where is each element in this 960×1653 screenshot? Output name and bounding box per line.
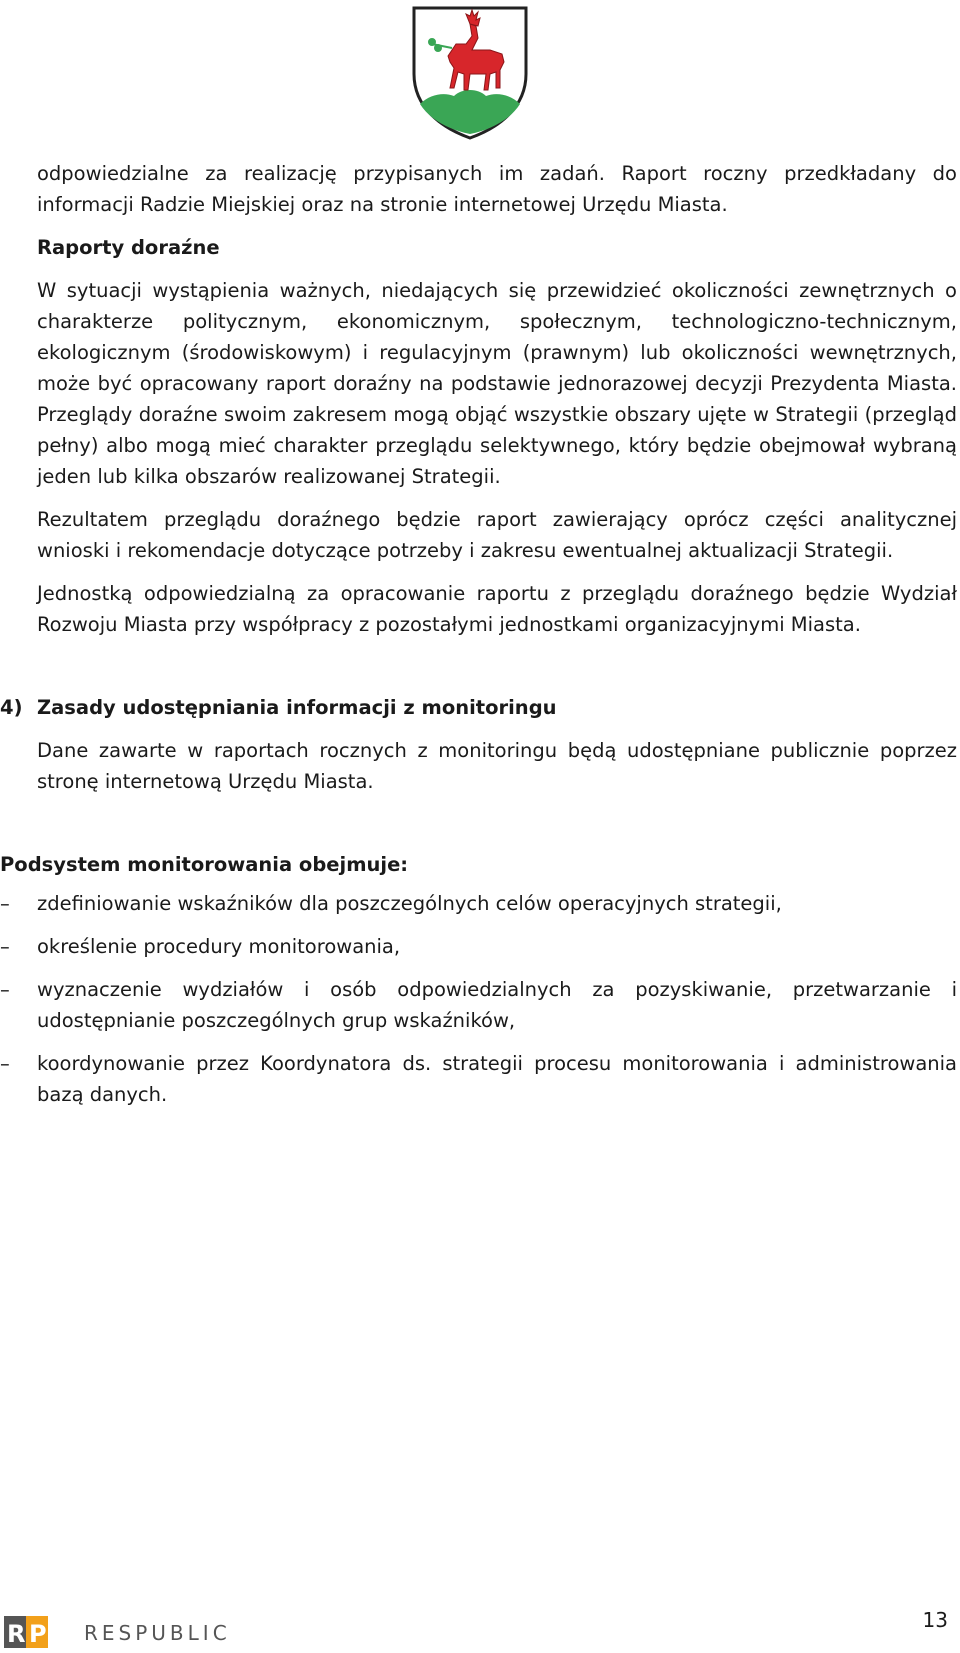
raporty-dorazne-paragraph-1: W sytuacji wystąpienia ważnych, niedających się przewidzieć okoliczności zewnętrznych o charakterze politycznym, ekonomicznym, społecznym, technologiczno-technicznym, ekologicznym (środowiskowym) i regulacyjnym (prawnym) lub okoliczności wewnętrznych, może być opracowany raport doraźny na podstawie jednorazowej decyzji Prezydenta Miasta. Przeglądy doraźne swoim zakresem mogą objąć wszystkie obszary ujęte w Strategii (przegląd pełny) albo mogą mieć charakter przeglądu selektywnego, który będzie obejmował wybraną jeden lub kilka obszarów realizowanej Strategii. [37,279,957,488]
list-item: – wyznaczenie wydziałów i osób odpowiedzialnych za pozyskiwanie, przetwarzanie i udostępnianie poszczególnych grup wskaźników, [0,974,957,1036]
podsystem-list [0,888,957,1110]
dash-bullet: – [0,892,10,915]
intro-line-2: informacji Radzie Miejskiej oraz na stronie internetowej Urzędu Miasta. [37,193,728,216]
raporty-dorazne-heading: Raporty doraźne [37,236,220,259]
svg-text:R: R [7,1620,26,1648]
coat-of-arms-icon [410,4,530,140]
document-body [0,158,957,1122]
list-item: – zdefiniowanie wskaźników dla poszczególnych celów operacyjnych strategii, [0,888,957,919]
list-item: – określenie procedury monitorowania, [0,931,957,962]
dash-bullet: – [0,978,10,1001]
intro-line-1: odpowiedzialne za realizację przypisanych im zadań. Raport roczny przedkładany do [37,162,957,185]
raporty-dorazne-paragraph-3: Jednostką odpowiedzialną za opracowanie raportu z przeglądu doraźnego będzie Wydział Rozwoju Miasta przy współpracy z pozostałymi jednostkami organizacyjnymi Miasta. [37,582,957,636]
dash-bullet: – [0,1052,10,1075]
svg-text:P: P [29,1620,47,1648]
page-number: 13 [922,1608,948,1632]
list-item: – koordynowanie przez Koordynatora ds. strategii procesu monitorowania i administrowania bazą danych. [0,1048,957,1110]
dash-bullet: – [0,935,10,958]
section-4-body: Dane zawarte w raportach rocznych z monitoringu będą udostępniane publicznie poprzez stronę internetową Urzędu Miasta. [37,739,957,793]
footer-logo-text: RESPUBLIC [84,1621,231,1645]
raporty-dorazne-paragraph-2: Rezultatem przeglądu doraźnego będzie raport zawierający oprócz części analitycznej wnioski i rekomendacje dotyczące potrzeby i zakresu ewentualnej aktualizacji Strategii. [37,508,957,562]
podsystem-heading: Podsystem monitorowania obejmuje: [0,853,409,876]
section-4-number: 4) [0,696,23,719]
section-4-heading [0,692,957,723]
section-4-title: Zasady udostępniania informacji z monitoringu [37,696,557,719]
